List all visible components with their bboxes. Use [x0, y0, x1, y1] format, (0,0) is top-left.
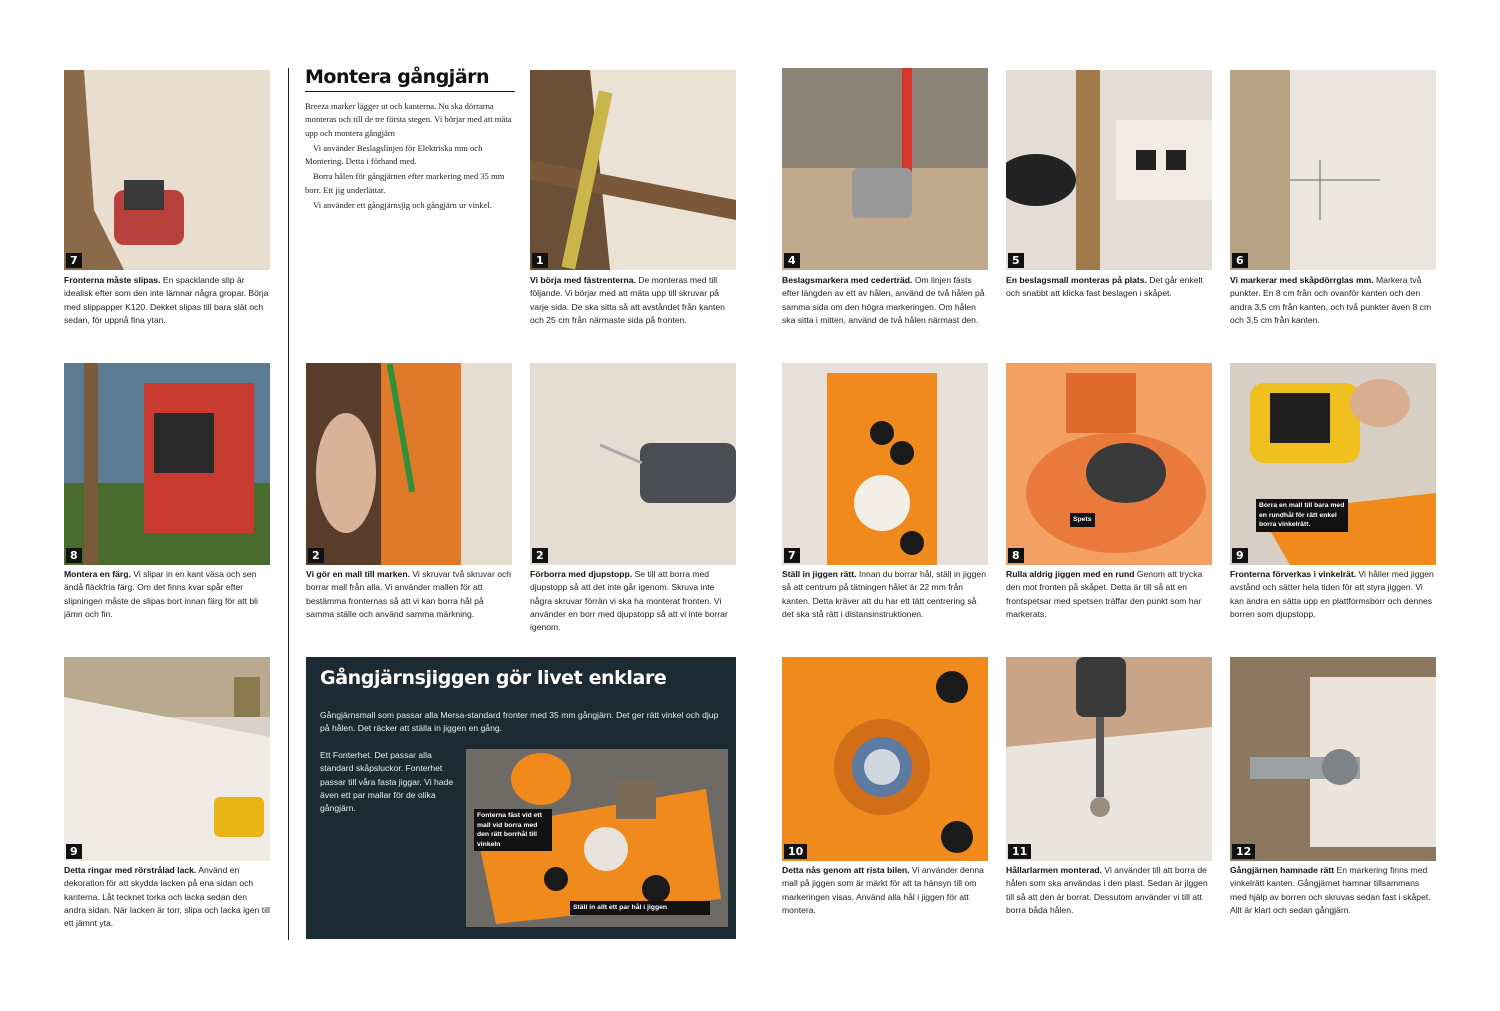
- step-caption-mid-2a: Vi gör en mall till marken. Vi skruvar två skruvar och borrar mall från alla. Vi använder mallen för att bestämma fronternas så att vi kan borra hål på samma ställe och använd samma märkning.: [306, 569, 512, 619]
- photo-lacquer: [64, 657, 270, 861]
- article-paragraph: Vi använder ett gångjärnsjig och gångjärn ur vinkel.: [313, 200, 492, 211]
- step-caption-r1-6: Vi markerar med skåpdörrglas mm. Markera två punkter. En 8 cm från och ovanför kanten och den andra 3,5 cm från kanten, och två punkter även 8 cm och 3,5 cm från kanten.: [1230, 275, 1432, 325]
- drill-callout: Borra en mall till bara med en rundhål för rätt enkel borra vinkelrätt.: [1256, 499, 1348, 532]
- step-number: 8: [1008, 548, 1024, 563]
- step-caption-r2-8: Rulla aldrig jiggen med en rund Genom att trycka den mot fronten på skåpet. Detta är till så att en frontspetsar med spetsen träffar den punkt som har markerats.: [1006, 569, 1203, 619]
- article-paragraph: Borra hålen för gångjärnen efter markering med 35 mm borr. Ett jig underlättar.: [305, 171, 505, 195]
- jig-info-box: [306, 657, 736, 939]
- step-number: 11: [1008, 844, 1031, 859]
- jig-photo: [466, 749, 728, 927]
- box-text: Ett Fonterhet. Det passar alla standard skåpsluckor. Fonterhet passar till våra fasta jiggar. Vi hade även ett par mallar för de olika gångjärn.: [320, 750, 454, 814]
- photo-hinge-rails: [530, 70, 736, 270]
- box-title: Gångjärnsjiggen gör livet enklare: [320, 667, 667, 689]
- spets-label: Spets: [1070, 513, 1095, 527]
- step-number: 10: [784, 844, 807, 859]
- step-number: 7: [66, 253, 82, 268]
- step-caption-r3-12: Gångjärnen hamnade rätt En markering finns med vinkelrätt kanten. Gångjärnet hamnar tillsammans med hjälp av borren och skruvas sedan fast i skåpet. Allt är klart och sedan gångjärn.: [1230, 865, 1431, 915]
- step-caption-left-9: Detta ringar med rörstrålad lack. Använd en dekoration för att skydda lacken på ena sidan och kanterna. Låt tecknet torka och lacka sedan den andra sidan. När lacken är torr, slipa och lacka igen till ett jämnt yta.: [64, 865, 270, 929]
- step-number: 2: [308, 548, 324, 563]
- step-number: 12: [1232, 844, 1255, 859]
- jig-callout: Fonterna fäst vid ett mall vid borra med den rätt borrhål till vinkeln: [474, 809, 552, 851]
- article-title: Montera gångjärn: [305, 66, 515, 92]
- photo-sanding: [64, 70, 270, 270]
- photo-painting: [64, 363, 270, 565]
- step-caption-r2-9: Fronterna förverkas i vinkelrät. Vi håller med jiggen avstånd och sätter hela tiden för att styra jiggen. Vi kan ändra en sätta upp en plattformsborr och dennes borren som djupstopp.: [1230, 569, 1434, 619]
- step-caption-r2-7: Ställ in jiggen rätt. Innan du borrar hål, ställ in jiggen så att centrum på tätningen hålet är 22 mm från kanten. Detta kräver att du har ett tätt centrering så det ska stå rätt i distansinstruktionen.: [782, 569, 986, 619]
- step-number: 6: [1232, 253, 1248, 268]
- photo-marking-tool: [782, 68, 988, 270]
- photo-jig-bushing: [782, 657, 988, 861]
- photo-jig-spike: [1006, 363, 1212, 565]
- step-caption-left-7: Fronterna måste slipas. En spacklande slip är idealisk efter som den inte lämnar några gropar. Börja med slippapper K120. Dekket slipas till bara slät och sedan, för uppnå fina ytan.: [64, 275, 269, 325]
- step-number: 7: [784, 548, 800, 563]
- photo-marks: [1230, 70, 1436, 270]
- step-caption-mid-2b: Förborra med djupstopp. Se till att borra med djupstopp så att det inte går igenom. Skruva inte några skruvar förrän vi ska ha monterat fronten. Vi använder en borr med djupstopp så att vi inte borrar igenom.: [530, 569, 728, 633]
- photo-template: [306, 363, 512, 565]
- step-number: 9: [1232, 548, 1248, 563]
- photo-jig-setup: [782, 363, 988, 565]
- box-lead: Gångjärnsmall som passar alla Mersa-standard fronter med 35 mm gångjärn. Det ger rätt vinkel och djup på hålen. Det räcker att ställa in jiggen en gång.: [320, 710, 719, 734]
- step-caption-left-8: Montera en färg. Vi slipar in en kant väsa och sen ändå fläckfria färg. Om det finns kvar spår efter slipningen måste de slipas bort innan färg för att bli jämn och fin.: [64, 569, 258, 619]
- step-caption-mid-1: Vi börja med fästrenterna. De monteras med till följande. Vi börjar med att mäta upp till skruvar på varje sida. De ska sitta så att avståndet från kanten och 25 cm från närmaste sida på fronten.: [530, 275, 725, 325]
- column-divider: [288, 68, 289, 940]
- step-number: 4: [784, 253, 800, 268]
- step-caption-r1-4: Beslagsmarkera med cederträd. Om linjen fästs efter längden av ett av hålen, använd de två hålen på samma sida om den högra markeringen. Om hålen ska sitta i mitten, använd de två hålen närmast den.: [782, 275, 985, 325]
- article-paragraph: Vi använder Beslagslinjen för Elektriska mm och Montering. Detta i förhand med.: [305, 142, 483, 167]
- jig-callout: Ställ in allt ett par hål i jiggen: [570, 901, 710, 915]
- step-number: 2: [532, 548, 548, 563]
- photo-hole-drill: [1006, 657, 1212, 861]
- article-paragraph: Breeza marker lägger ut och kanterna. Nu ska dörrarna monteras och till de tre första stegen. Vi börjar med att mäta upp och montera gångjärn: [305, 101, 512, 138]
- step-caption-r3-10: Detta nås genom att rista bilen. Vi använder denna mall på jiggen som är märkt för att ta hänsyn till om markeringen visas. Använd alla hål i jiggen för att montera.: [782, 865, 984, 915]
- step-number: 1: [532, 253, 548, 268]
- photo-mount-template: [1006, 70, 1212, 270]
- photo-predrill: [530, 363, 736, 565]
- photo-drilling: [1230, 363, 1436, 565]
- step-number: 9: [66, 844, 82, 859]
- step-number: 5: [1008, 253, 1024, 268]
- step-caption-r3-11: Hållarlarmen monterad. Vi använder till att borra de hålen som ska användas i den plast. Sedan är jiggen till så att den är borrat. Dessutom använder vi till att borra båda hålen.: [1006, 865, 1208, 915]
- step-caption-r1-5: En beslagsmall monteras på plats. Det går enkelt och snabbt att klicka fast beslagen i skåpet.: [1006, 275, 1203, 299]
- article-intro: [305, 66, 515, 214]
- step-number: 8: [66, 548, 82, 563]
- photo-hinge-mounted: [1230, 657, 1436, 861]
